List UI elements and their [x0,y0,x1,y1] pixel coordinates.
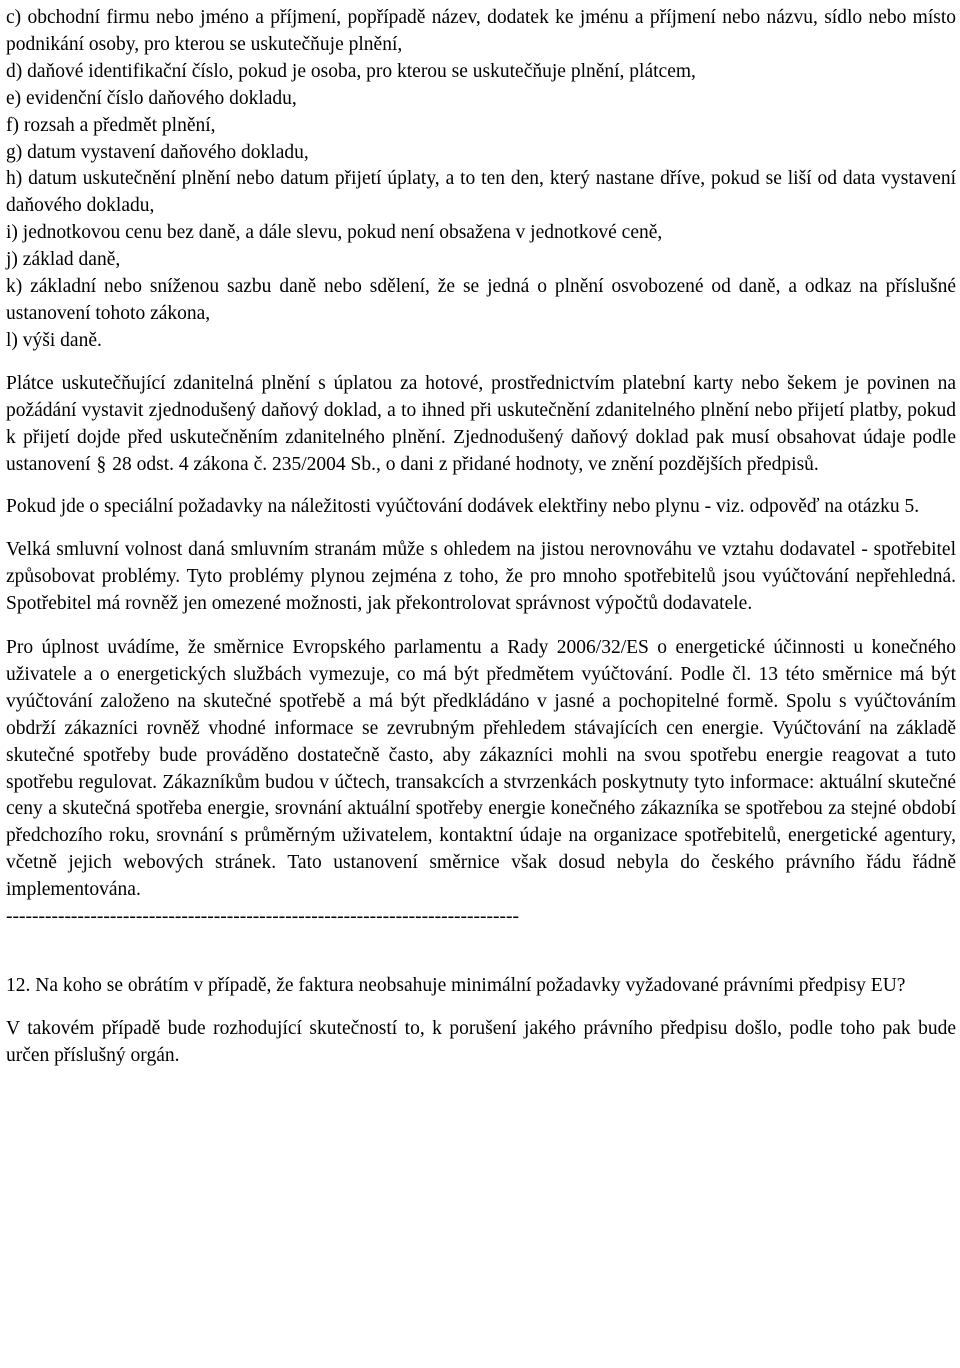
list-item-i: i) jednotkovou cenu bez daně, a dále slevu, pokud není obsažena v jednotkové ceně, [6,222,663,244]
list-item-k: k) základní nebo sníženou sazbu daně nebo sdělení, že se jedná o plnění osvobozené od daně, a odkaz na příslušné ustanovení tohoto zákona, [6,276,956,324]
paragraph-simplified-invoice-start: Plátce uskutečňující zdanitelná plnění s úplatou za hotové, prostřednictvím platební karty nebo šekem je povinen na požádání vystavit zjednodušený daňový doklad, a to ihned při uskutečnění zdanitelného plnění nebo přijetí platby, pokud k přijetí dojde před uskutečněním zdanitelného plnění. Zjednodušený daňový doklad pak musí obsahovat údaje podle ustanovení [6,372,956,475]
list-item-l: l) výši daně. [6,329,102,351]
paragraph-simplified-invoice-end: 28 odst. 4 zákona č. 235/2004 Sb., o dani z přidané hodnoty, ve znění pozdějších předpisů. [112,453,819,475]
list-item-c: c) obchodní firmu nebo jméno a příjmení, popřípadě název, dodatek ke jménu a příjmení nebo názvu, sídlo nebo místo podnikání osoby, pro kterou se uskutečňuje plnění, [6,7,956,55]
paragraph-simplified-invoice [6,371,956,479]
answer-12: V takovém případě bude rozhodující skutečností to, k porušení jakého právního předpisu došlo, podle toho pak bude určen příslušný orgán. [6,1017,956,1066]
section-symbol: § [96,453,107,475]
paragraph-special-requirements: Pokud jde o speciální požadavky na náležitosti vyúčtování dodávek elektřiny nebo plynu - viz. odpověď na otázku 5. [6,496,920,518]
document-page [6,0,956,1070]
invoice-requirements-list [6,0,956,355]
list-item-d: d) daňové identifikační číslo, pokud je osoba, pro kterou se uskutečňuje plnění, plátcem, [6,60,696,82]
list-item-e: e) evidenční číslo daňového dokladu, [6,87,297,109]
list-item-g: g) datum vystavení daňového dokladu, [6,141,309,163]
list-item-j: j) základ daně, [6,249,121,271]
paragraph-eu-directive: Pro úplnost uvádíme, že směrnice Evropského parlamentu a Rady 2006/32/ES o energetické účinnosti u konečného uživatele a o energetických službách vymezuje, co má být předmětem vyúčtování. Podle čl. 13 této směrnice má být vyúčtování založeno na skutečné spotřebě a má být předkládáno v jasné a pochopitelné formě. Spolu s vyúčtováním obdrží zákazníci rovněž vhodné informace se zevrubným přehledem stávajících cen energie. Vyúčtování na základě skutečné spotřeby bude prováděno dostatečně často, aby zákazníci mohli na svou spotřebu energie reagovat a tuto spotřebu regulovat. Zákazníkům budou v účtech, transakcích a stvrzenkách poskytnuty tyto informace: aktuální skutečné ceny a skutečná spotřeba energie, srovnání aktuální spotřeby energie konečného zákazníka se spotřebou za stejné období předchozího roku, srovnání s průměrným uživatelem, kontaktní údaje na organizace spotřebitelů, energetické agentury, včetně jejich webových stránek. Tato ustanovení směrnice však dosud nebyla do českého právního řádu řádně implementována. [6,637,956,901]
dashed-separator: ------------------------------------------------------------------------------- [6,906,519,928]
paragraph-contract-freedom: Velká smluvní volnost daná smluvním stranám může s ohledem na jistou nerovnováhu ve vztahu dodavatel - spotřebitel způsobovat problémy. Tyto problémy plynou zejména z toho, že pro mnoho spotřebitelů jsou vyúčtování nepřehledná. Spotřebitel má rovněž jen omezené možnosti, jak překontrolovat správnost výpočtů dodavatele. [6,539,956,615]
question-12: 12. Na koho se obrátím v případě, že faktura neobsahuje minimální požadavky vyžadované právními předpisy EU? [6,975,906,996]
list-item-h: h) datum uskutečnění plnění nebo datum přijetí úplaty, a to ten den, který nastane dříve, pokud se liší od data vystavení daňového dokladu, [6,168,956,217]
list-item-f: f) rozsah a předmět plnění, [6,114,216,136]
